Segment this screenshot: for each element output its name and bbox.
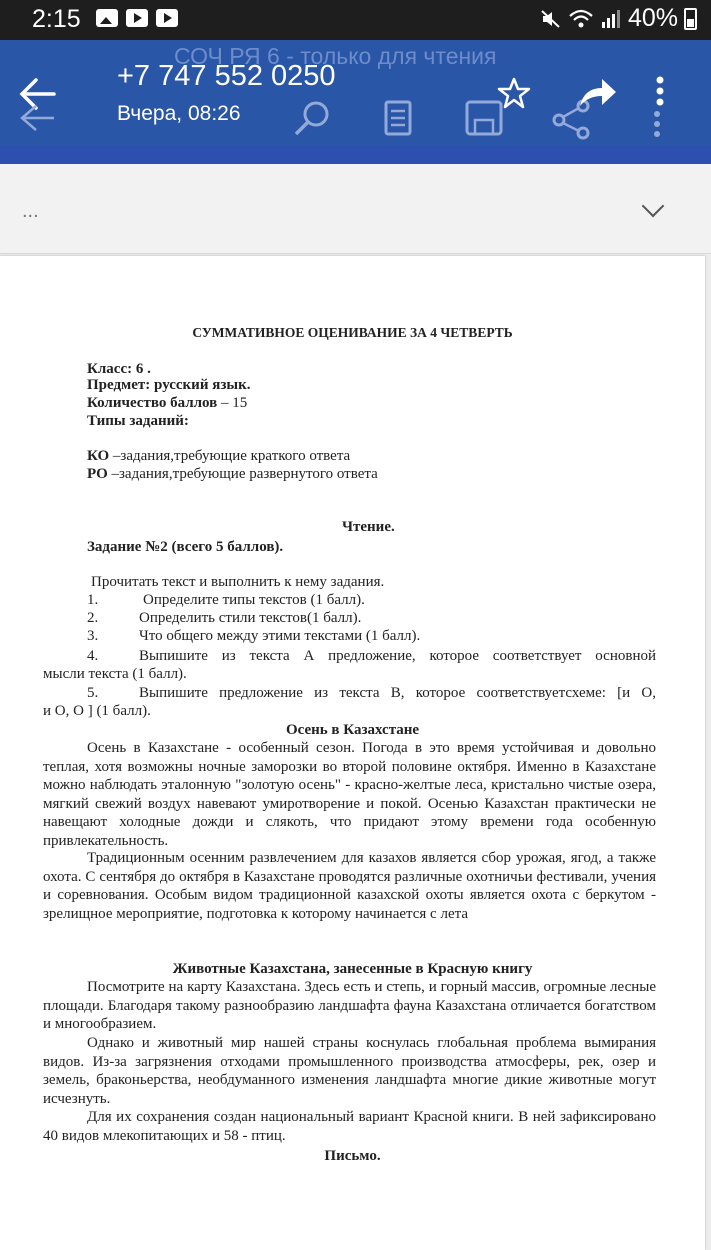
status-right bbox=[540, 4, 697, 33]
status-bar bbox=[0, 0, 711, 40]
more-vert-icon[interactable] bbox=[648, 74, 668, 140]
battery-percent: 40% bbox=[627, 4, 678, 32]
doc-ro bbox=[87, 465, 378, 484]
doc-class: Класс: 6 . bbox=[87, 361, 151, 377]
document-page bbox=[0, 256, 705, 1250]
gallery-notification-icon bbox=[96, 9, 118, 27]
task-num-2: 2. bbox=[87, 610, 99, 626]
toolbar-more-button[interactable]: ... bbox=[22, 200, 39, 222]
document-title-readonly: СОЧ РЯ 6 - только для чтения bbox=[174, 43, 497, 69]
search-icon[interactable] bbox=[290, 98, 334, 140]
status-time: 2:15 bbox=[32, 5, 81, 33]
text-b-paragraph-2: Однако и животный мир нашей страны коснулась глобальная проблема вымирания видов. Из-за загрязнения отходами промышленного производства атмосферы, рек, озер и земель, браконьерства, необдуманного изменения ландшафта многие дикие животные могут исчезнуть. bbox=[43, 1035, 656, 1107]
task-heading: Задание №2 (всего 5 баллов). bbox=[87, 539, 284, 555]
task-text-2: Определить стили текстов(1 балл). bbox=[139, 610, 362, 626]
task-num-3: 3. bbox=[87, 628, 99, 644]
points-label: Количество баллов bbox=[87, 395, 218, 411]
document-icon[interactable] bbox=[380, 98, 416, 140]
contact-phone: +7 747 552 0250 bbox=[117, 60, 336, 92]
signal-icon bbox=[600, 8, 622, 30]
doc-types-label: Типы заданий: bbox=[87, 413, 189, 429]
task-num-1: 1. bbox=[87, 592, 99, 608]
app-bar-strip bbox=[0, 145, 711, 164]
task-num-4: 4. bbox=[87, 648, 99, 664]
youtube-notification-icon bbox=[126, 9, 148, 27]
doc-title: СУММАТИВНОЕ ОЦЕНИВАНИЕ ЗА 4 ЧЕТВЕРТЬ bbox=[192, 325, 513, 340]
ro-text: –задания,требующие развернутого ответа bbox=[107, 466, 378, 482]
text-a-title: Осень в Казахстане bbox=[285, 722, 420, 738]
task-num-5: 5. bbox=[87, 685, 99, 701]
document-toolbar bbox=[0, 164, 711, 254]
back-arrow-icon[interactable] bbox=[14, 70, 60, 138]
task-text-5: Выпишите предложение из текста В, которое соответствуетсхеме: [и О, bbox=[139, 685, 656, 701]
mute-icon bbox=[540, 8, 562, 30]
section-letter: Письмо. bbox=[324, 1148, 381, 1164]
forward-icon[interactable] bbox=[576, 74, 620, 112]
task-text-4-cont: мысли текста (1 балл). bbox=[43, 666, 187, 682]
battery-icon bbox=[684, 8, 697, 30]
ko-abbr: КО bbox=[87, 448, 110, 464]
text-b-paragraph-1: Посмотрите на карту Казахстана. Здесь есть и степь, и горный массив, огромные лесные площади. Благодаря такому разнообразию ландшафта фауна Казахстана отличается богатством и многообразием. bbox=[43, 979, 656, 1032]
star-icon[interactable] bbox=[496, 76, 532, 110]
task-text-4: Выпишите из текста А предложение, которое соответствует основной bbox=[139, 648, 656, 664]
text-b-paragraph-3: Для их сохранения создан национальный вариант Красной книги. В ней зафиксировано 40 видов млекопитающих и 58 - птиц. bbox=[43, 1109, 656, 1144]
message-date: Вчера, 08:26 bbox=[117, 102, 241, 125]
ko-text: –задания,требующие краткого ответа bbox=[109, 448, 351, 464]
task-text-1: Определите типы текстов (1 балл). bbox=[143, 592, 365, 608]
text-b-title: Животные Казахстана, занесенные в Красную книгу bbox=[172, 961, 533, 977]
points-value: – 15 bbox=[217, 395, 248, 411]
doc-points bbox=[87, 394, 247, 413]
doc-ko bbox=[87, 447, 350, 466]
notification-icons bbox=[96, 9, 178, 27]
ro-abbr: РО bbox=[87, 466, 108, 482]
task-text-5-cont: и О, О ] (1 балл). bbox=[43, 703, 151, 719]
section-reading: Чтение. bbox=[342, 519, 395, 535]
task-instruction: Прочитать текст и выполнить к нему задания. bbox=[91, 574, 385, 590]
task-text-3: Что общего между этими текстами (1 балл). bbox=[139, 628, 421, 644]
text-a-paragraph-1: Осень в Казахстане - особенный сезон. Погода в это время устойчивая и довольно теплая, хотя возможны ночные заморозки во второй половине октября. Именно в Казахстане можно наблюдать эталонную "золотую осень" - красно-желтые леса, кристально чистые озера, мягкий свежий воздух навевают умиротворение и покой. Осенью Казахстан практически не навещают холодные дожди и слякоть, что придают этому времени года особенную привлекательность. bbox=[43, 740, 656, 849]
youtube-notification-icon-2 bbox=[156, 9, 178, 27]
text-a-paragraph-2: Традиционным осенним развлечением для казахов является сбор урожая, ягод, а также охота. С сентября до октября в Казахстане проводятся различные охотничьи фестивали, учения и соревнования. Особым видом традиционной казахской охоты является охота с беркутом - зрелищное мероприятие, подготовка к которому начинается с лета bbox=[43, 850, 656, 922]
doc-subject: Предмет: русский язык. bbox=[87, 377, 251, 393]
wifi-icon bbox=[568, 8, 594, 30]
